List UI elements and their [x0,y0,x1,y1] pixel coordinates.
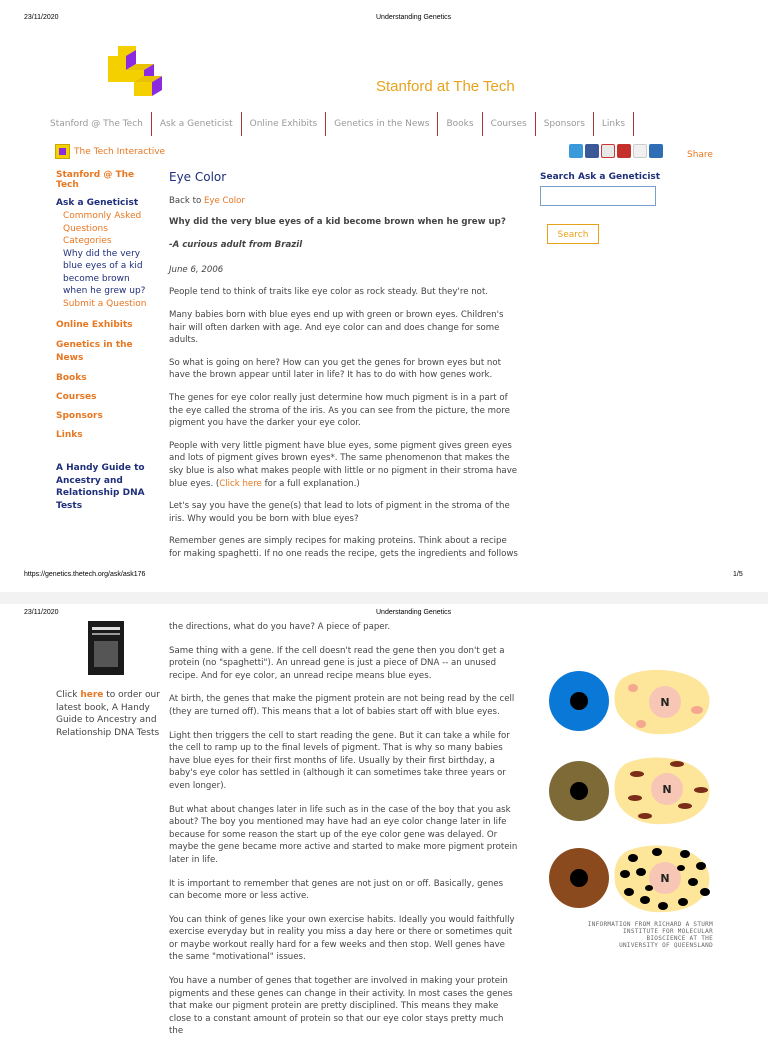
book-cover-image[interactable] [88,621,124,675]
sidebar-links[interactable]: Links [56,430,83,440]
sidebar-current-question[interactable]: Why did the very blue eyes of a kid become brown when he grew up? [63,248,146,296]
answer-date: June 6, 2006 [169,264,224,275]
paragraph: People tend to think of traits like eye color as rock steady. But they're not. [169,287,489,298]
sidebar-online-exhibits[interactable]: Online Exhibits [56,320,133,330]
melanosome [670,761,684,767]
print-title: Understanding Genetics [376,609,452,616]
click-here-link[interactable]: Click here [219,478,262,489]
nav-ask-geneticist[interactable]: Ask a Geneticist [152,112,242,136]
book-promo-text: to order our latest book, A Handy Guide to Ancestry and Relationship DNA Tests [56,690,160,738]
sidebar-books[interactable]: Books [56,373,87,383]
sidebar [56,170,156,512]
nav-links[interactable]: Links [594,112,634,136]
tech-interactive-link[interactable]: The Tech Interactive [74,147,166,157]
caption-line: BIOSCIENCE AT THE [646,935,713,942]
question: Why did the very blue eyes of a kid become brown when he grew up? [169,216,506,227]
article [169,170,519,560]
page-break [0,592,768,604]
nav-books[interactable]: Books [438,112,482,136]
melanosome [630,771,644,777]
paragraph: The genes for eye color really just determine how much pigment is in a part of the eye called the stroma of the iris. As you can see from the picture, the more pigment you have the darker your eye color. [169,392,510,429]
search-input[interactable] [540,186,656,206]
print-url: https://genetics.thetech.org/ask/ask176 [24,571,146,578]
nav-genetics-news[interactable]: Genetics in the News [326,112,438,136]
paragraph: Same thing with a gene. If the cell doesn't read the gene then you don't get a protein (no "spaghetti"). An unread gene is just a piece of DNA -- an unused recipe. And for eye color, an unread recipe means blue eyes. [169,645,505,681]
sidebar-sponsors[interactable]: Sponsors [56,411,103,421]
sidebar-submit[interactable]: Submit a Question [63,298,147,309]
paragraph: At birth, the genes that make the pigment protein are not being read by the cell (they are turned off). This means that a lot of babies start off with blue eyes. [169,694,515,717]
site-brand[interactable]: Stanford at The Tech [376,78,515,95]
nav-online-exhibits[interactable]: Online Exhibits [242,112,327,136]
twitter-icon[interactable] [569,144,583,158]
search-button[interactable]: Search [547,224,599,244]
paragraph: Let's say you have the gene(s) that lead to lots of pigment in the stroma of the iris. Why would you be born with blue eyes? [169,501,510,524]
share-link[interactable]: Share [687,150,713,160]
nucleus-label: N [660,872,670,885]
paragraph: So what is going on here? How can you get the genes for brown eyes but not have the brown appear until later in life? It has to do with how genes work. [169,357,502,381]
sidebar-news[interactable]: Genetics in the News [56,340,133,363]
youtube-icon[interactable] [617,144,631,158]
nucleus-label: N [662,783,672,796]
book-promo [56,689,160,739]
sidebar-stanford[interactable]: Stanford @ The Tech [56,170,135,190]
caption-line: INSTITUTE FOR MOLECULAR [623,928,713,935]
search-label: Search Ask a Geneticist [540,172,661,182]
asker: -A curious adult from Brazil [169,240,303,251]
diagram-caption [545,921,713,949]
paragraph: Light then triggers the cell to start reading the gene. But it can take a while for the cell to ramp up to the final levels of pigment. That is why so many babies have blue eyes for their first months of life. Usually by their first birthday, a baby's eye color has settled in (although it can sometimes take three years or even longer). [169,730,510,791]
sidebar-courses[interactable]: Courses [56,392,97,402]
paragraph: You have a number of genes that together are involved in making your protein pigments and these genes can change in their activity. In most cases the genes that make our pigment protein are pretty disciplined. This means they make close to a constant amount of protein so that our eye color stays pretty much the [169,976,513,1037]
paragraph-text: People with very little pigment have blue eyes, some pigment gives green eyes and lots of pigment gives brown eyes*. The same phenomenon that makes the sky blue is also what makes people with little or no pigment in their stroma have blue eyes. ( [169,440,518,489]
nav-sponsors[interactable]: Sponsors [536,112,594,136]
facebook-icon[interactable] [585,144,599,158]
pupil [570,692,588,710]
tech-interactive-icon [55,144,70,159]
sidebar-guide[interactable]: A Handy Guide to Ancestry and Relationship DNA Tests [56,463,145,511]
article-continued [169,621,519,1037]
melanosome [638,813,652,819]
flickr-icon[interactable] [633,144,647,158]
back-prefix: Back to [169,196,204,206]
book-order-link[interactable]: here [80,690,104,700]
sidebar-faq[interactable]: Commonly Asked Questions [63,211,142,234]
melanosome [628,795,642,801]
paragraph [169,440,519,490]
social-icons [569,144,665,158]
nav-stanford[interactable]: Stanford @ The Tech [40,112,152,136]
yelp-icon[interactable] [601,144,615,158]
print-date: 23/11/2020 [24,609,59,616]
print-date: 23/11/2020 [24,14,59,21]
paragraph: It is important to remember that genes are not just on or off. Basically, genes can become more or less active. [169,878,504,902]
caption-line: INFORMATION FROM RICHARD A STURM [587,921,713,928]
page-title: Eye Color [169,170,227,184]
melanosome [678,803,692,809]
melanosome [694,787,708,793]
paragraph: the directions, what do you have? A piece of paper. [169,622,391,632]
nav-courses[interactable]: Courses [483,112,536,136]
paragraph-text: for a full explanation.) [261,478,360,489]
top-navigation [40,112,634,136]
melanosome [636,720,646,728]
paragraph: You can think of genes like your own exercise habits. Ideally you would faithfully exercise everyday but in reality you miss a day here or there or sometimes quit or maybe workout really hard for a few weeks and then stop. Well genes have the same "motivational" issues. [169,914,515,963]
share-more-icon[interactable] [649,144,663,158]
caption-line: UNIVERSITY OF QUEENSLAND [619,942,713,949]
melanosome [691,706,703,714]
pupil [570,782,588,800]
print-title: Understanding Genetics [376,14,452,21]
back-link[interactable]: Eye Color [203,196,245,206]
pupil [570,869,588,887]
paragraph: Remember genes are simply recipes for making proteins. Think about a recipe for making spaghetti. If no one reads the recipe, gets the ingredients and follows [169,536,518,559]
nucleus-label: N [660,696,670,709]
print-page-number: 1/5 [733,571,743,578]
paragraph: Many babies born with blue eyes end up with green or brown eyes. Children's hair will often darken with age. And eye color can and does change for some adults. [169,309,504,346]
sidebar-categories[interactable]: Categories [63,236,112,246]
paragraph: But what about changes later in life such as in the case of the boy that you ask about? The boy you mentioned may have had an eye color change later in life because for some reason the start up of the eye color gene was delayed. Or maybe the gene became more active and started to make more pigment protein later in life. [169,804,518,865]
melanosome [628,684,638,692]
stanford-tech-logo[interactable] [104,44,166,102]
book-promo-text: Click [56,690,81,700]
iris-pigment-diagram [545,660,715,920]
sidebar-ask[interactable]: Ask a Geneticist [56,198,139,208]
